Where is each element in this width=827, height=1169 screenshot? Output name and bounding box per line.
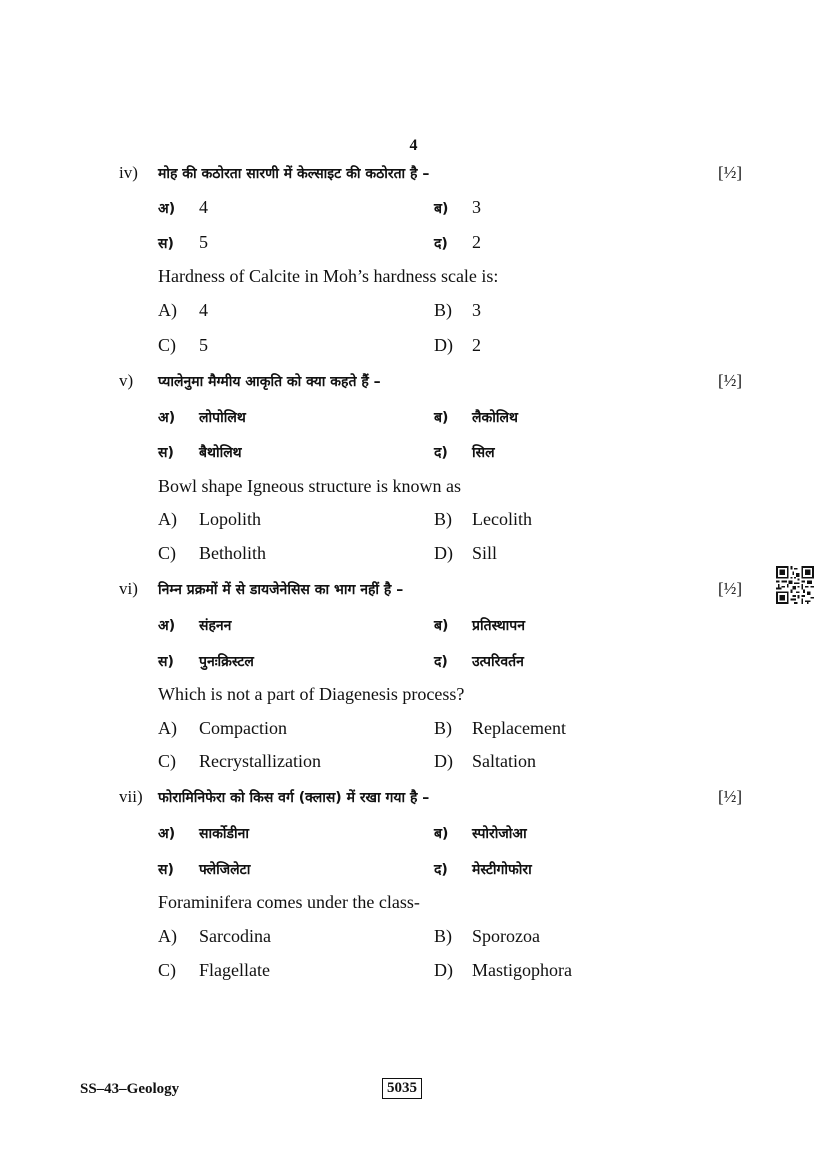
marks-label: [½] bbox=[718, 787, 743, 806]
option-text: लोपोलिथ bbox=[199, 410, 246, 426]
option-text: 5 bbox=[199, 335, 208, 355]
option-label: B) bbox=[434, 509, 452, 529]
option-label: A) bbox=[158, 718, 177, 738]
option-text: Lopolith bbox=[199, 509, 261, 529]
page-number: 4 bbox=[409, 137, 418, 154]
option-text: Sarcodina bbox=[199, 926, 271, 946]
option-text: Saltation bbox=[472, 751, 536, 771]
option-label: ब) bbox=[434, 618, 449, 634]
paper-number-box: 5035 bbox=[382, 1078, 422, 1099]
option-label: C) bbox=[158, 543, 176, 563]
question-text-english: Hardness of Calcite in Moh’s hardness scale is: bbox=[158, 266, 499, 286]
option-text: 5 bbox=[199, 232, 208, 252]
option-label: द) bbox=[434, 236, 448, 252]
option-text: संहनन bbox=[199, 618, 232, 634]
option-text: Sill bbox=[472, 543, 498, 563]
option-label: स) bbox=[158, 236, 174, 252]
marks-label: [½] bbox=[718, 579, 743, 598]
question-text-hindi: फोरामिनिफेरा को किस वर्ग (क्लास) में रखा गया है – bbox=[158, 790, 430, 806]
question-text-english: Which is not a part of Diagenesis process? bbox=[158, 684, 465, 704]
option-label: A) bbox=[158, 509, 177, 529]
option-text: स्पोरोजोआ bbox=[472, 826, 527, 842]
option-text: Sporozoa bbox=[472, 926, 540, 946]
option-text: प्रतिस्थापन bbox=[472, 618, 526, 634]
question-number: vi) bbox=[119, 579, 138, 598]
marks-label: [½] bbox=[718, 163, 743, 182]
option-label: ब) bbox=[434, 201, 449, 217]
option-text: 2 bbox=[472, 335, 481, 355]
question-text-hindi: प्यालेनुमा मैग्मीय आकृति को क्या कहते हैं – bbox=[158, 374, 381, 390]
option-label: A) bbox=[158, 300, 177, 320]
option-label: D) bbox=[434, 335, 453, 355]
option-text: Flagellate bbox=[199, 960, 270, 980]
option-text: 3 bbox=[472, 197, 481, 217]
option-label: अ) bbox=[158, 201, 176, 217]
marks-label: [½] bbox=[718, 371, 743, 390]
option-text: 2 bbox=[472, 232, 481, 252]
option-text: मेस्टीगोफोरा bbox=[472, 862, 532, 878]
option-text: उत्परिवर्तन bbox=[472, 654, 524, 670]
option-label: द) bbox=[434, 862, 448, 878]
option-text: Compaction bbox=[199, 718, 287, 738]
option-text: Recrystallization bbox=[199, 751, 321, 771]
option-label: स) bbox=[158, 654, 174, 670]
question-text-hindi: निम्न प्रक्रमों में से डायजेनेसिस का भाग नहीं है – bbox=[158, 582, 404, 598]
option-label: अ) bbox=[158, 410, 176, 426]
option-text: सिल bbox=[472, 445, 495, 461]
option-label: C) bbox=[158, 960, 176, 980]
option-label: द) bbox=[434, 654, 448, 670]
option-text: Lecolith bbox=[472, 509, 532, 529]
option-label: स) bbox=[158, 862, 174, 878]
option-text: Replacement bbox=[472, 718, 566, 738]
option-label: ब) bbox=[434, 410, 449, 426]
qr-code-icon bbox=[776, 566, 814, 604]
option-label: B) bbox=[434, 300, 452, 320]
question-number: iv) bbox=[119, 163, 138, 182]
option-text: लैकोलिथ bbox=[472, 410, 518, 426]
option-label: C) bbox=[158, 751, 176, 771]
option-text: बैथोलिथ bbox=[199, 445, 242, 461]
option-label: A) bbox=[158, 926, 177, 946]
option-text: पुनःक्रिस्टल bbox=[199, 654, 254, 670]
question-number: vii) bbox=[119, 787, 143, 806]
option-label: D) bbox=[434, 960, 453, 980]
option-text: 3 bbox=[472, 300, 481, 320]
question-text-english: Bowl shape Igneous structure is known as bbox=[158, 476, 461, 496]
option-text: Mastigophora bbox=[472, 960, 572, 980]
question-text-english: Foraminifera comes under the class- bbox=[158, 892, 420, 912]
question-text-hindi: मोह की कठोरता सारणी में केल्साइट की कठोरता है – bbox=[158, 166, 430, 182]
option-text: Betholith bbox=[199, 543, 266, 563]
option-text: 4 bbox=[199, 300, 208, 320]
option-label: अ) bbox=[158, 618, 176, 634]
option-text: फ्लेजिलेटा bbox=[199, 862, 251, 878]
option-text: सार्कोडीना bbox=[199, 826, 249, 842]
option-label: अ) bbox=[158, 826, 176, 842]
option-text: 4 bbox=[199, 197, 208, 217]
option-label: द) bbox=[434, 445, 448, 461]
option-label: B) bbox=[434, 718, 452, 738]
option-label: ब) bbox=[434, 826, 449, 842]
option-label: D) bbox=[434, 543, 453, 563]
option-label: D) bbox=[434, 751, 453, 771]
option-label: C) bbox=[158, 335, 176, 355]
option-label: स) bbox=[158, 445, 174, 461]
option-label: B) bbox=[434, 926, 452, 946]
paper-code: SS–43–Geology bbox=[80, 1081, 180, 1097]
question-number: v) bbox=[119, 371, 134, 390]
